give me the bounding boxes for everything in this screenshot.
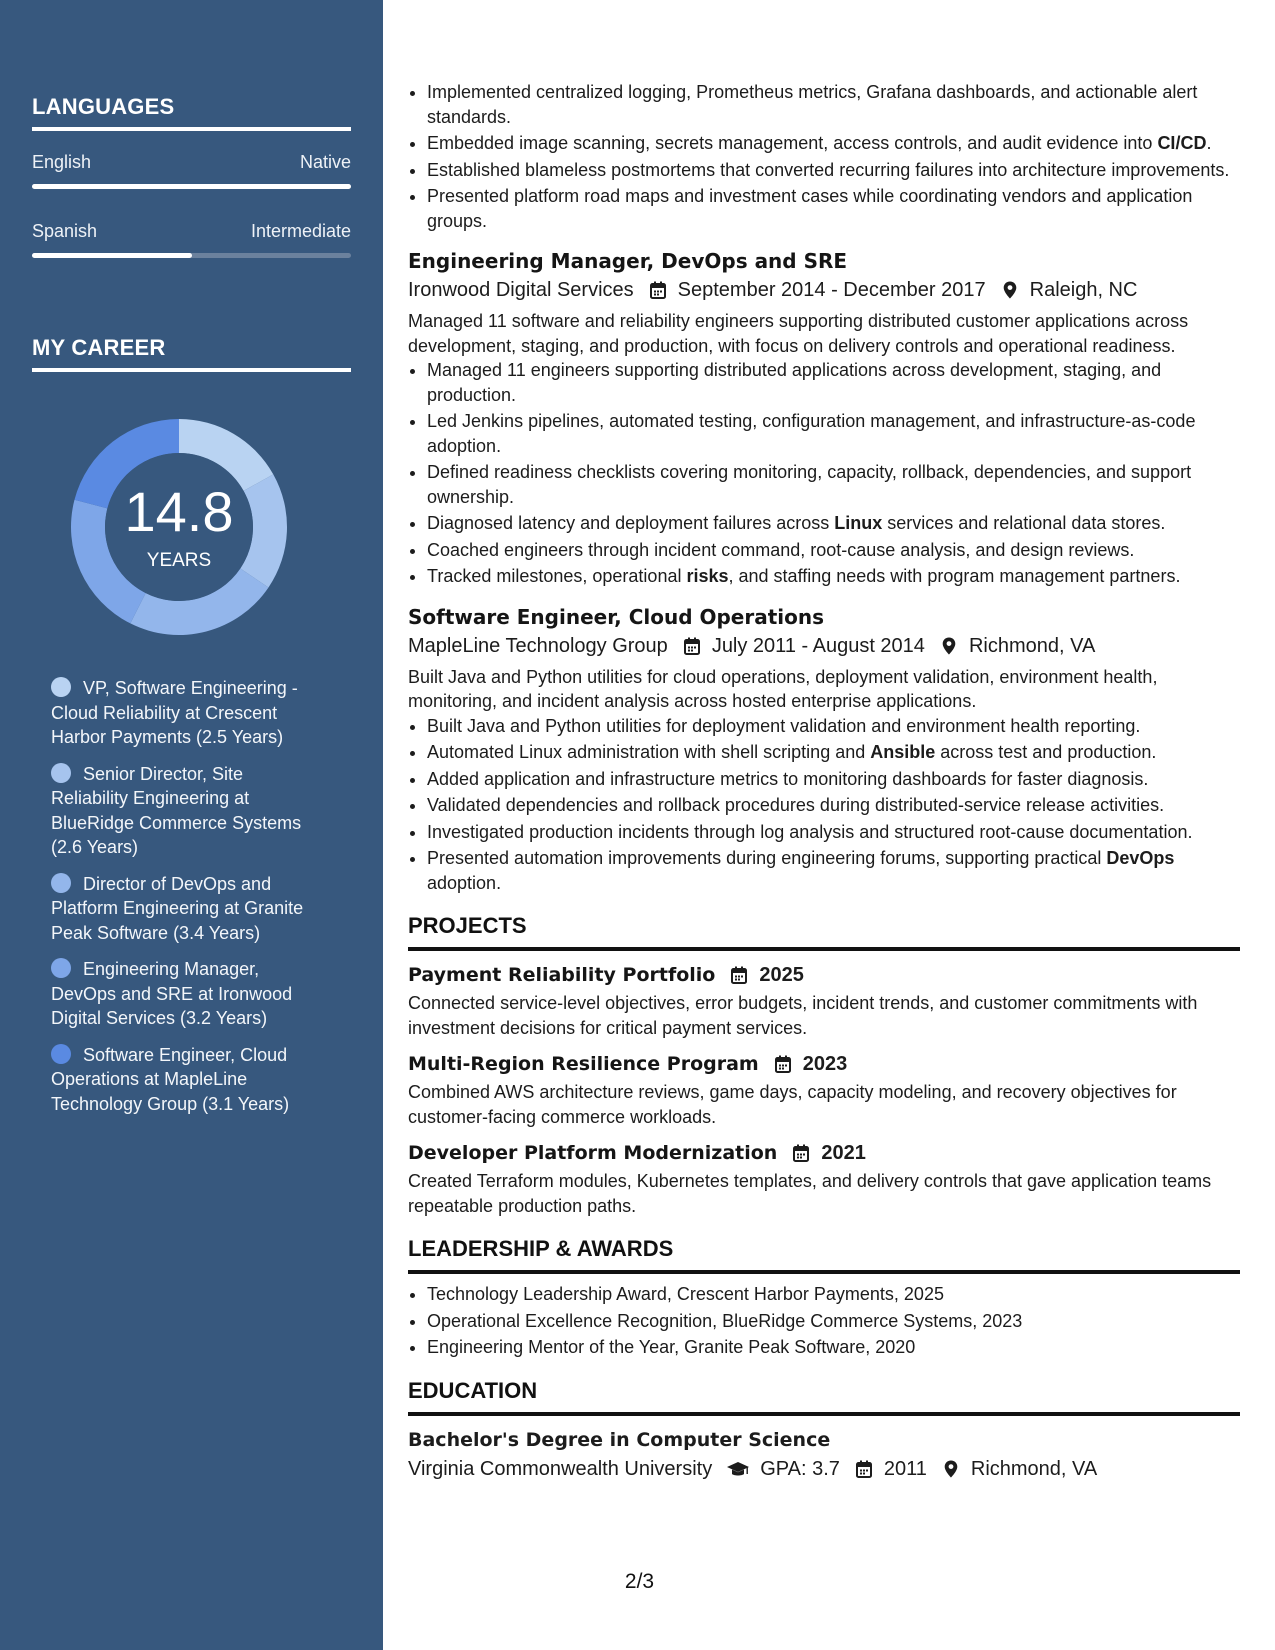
bullet-item bbox=[427, 80, 1240, 129]
language-level: Native bbox=[299, 152, 351, 172]
page-number bbox=[0, 1570, 1275, 1594]
bullet-keyword: Ansible bbox=[870, 742, 936, 762]
total-years-value: 14.8 bbox=[124, 480, 234, 543]
job-summary: Managed 11 software and reliability engineers supporting distributed customer applications across development, staging, and production, with focus on delivery controls and operational readiness. bbox=[408, 311, 1189, 356]
bullet-item bbox=[427, 409, 1240, 458]
project-year: 2021 bbox=[821, 1142, 866, 1164]
language-row-spanish bbox=[32, 221, 351, 242]
job-dates: July 2011 - August 2014 bbox=[711, 634, 925, 657]
company-name: MapleLine Technology Group bbox=[408, 634, 668, 657]
project-title-row bbox=[408, 1050, 1240, 1078]
bullet-text: services and relational data stores. bbox=[882, 513, 1166, 533]
legend-dot bbox=[51, 677, 71, 697]
project-name: Developer Platform Modernization bbox=[408, 1142, 778, 1164]
project-entry bbox=[408, 1050, 1240, 1129]
company-name: Ironwood Digital Services bbox=[408, 279, 634, 301]
project-year: 2023 bbox=[802, 1053, 848, 1075]
bullet-item bbox=[427, 184, 1240, 233]
language-bar-fill bbox=[32, 253, 192, 258]
bullet-item bbox=[427, 131, 1240, 156]
language-bar-spanish bbox=[32, 253, 351, 258]
bullet-text: Presented automation improvements during engineering forums, supporting practical bbox=[427, 848, 1107, 868]
bullet-item bbox=[427, 460, 1240, 509]
leadership-item: • Operational Excellence Recognition, BlueRidge Commerce Systems, 2023 bbox=[427, 1309, 1240, 1334]
calendar-icon bbox=[682, 636, 702, 656]
bullet-item bbox=[427, 820, 1240, 845]
job-title: Software Engineer, Cloud Operations bbox=[408, 604, 825, 629]
bullet-text: Coached engineers through incident command, root-cause analysis, and design reviews. bbox=[427, 539, 1135, 560]
job-entry bbox=[408, 247, 1240, 589]
bullet-text: Managed 11 engineers supporting distributed applications across development, staging, and production. bbox=[427, 360, 1162, 405]
project-description: Combined AWS architecture reviews, game days, capacity modeling, and recovery objectives for customer-facing commerce workloads. bbox=[408, 1082, 1177, 1127]
career-heading: MY CAREER bbox=[32, 335, 351, 372]
bullet-keyword: DevOps bbox=[1106, 848, 1175, 868]
leadership-heading: LEADERSHIP & AWARDS bbox=[408, 1234, 1240, 1274]
career-item bbox=[51, 872, 321, 946]
bullet-item bbox=[427, 767, 1240, 792]
career-item-text: Director of DevOps and Platform Engineering at Granite Peak Software (3.4 Years) bbox=[51, 873, 304, 943]
career-item bbox=[51, 957, 321, 1031]
project-title-row bbox=[408, 961, 1240, 989]
language-bar-fill bbox=[32, 184, 351, 189]
school-name: Virginia Commonwealth University bbox=[408, 1457, 713, 1480]
project-description: Created Terraform modules, Kubernetes templates, and delivery controls that gave application teams repeatable production paths. bbox=[408, 1171, 1212, 1216]
leadership-item: • Technology Leadership Award, Crescent Harbor Payments, 2025 bbox=[427, 1282, 1240, 1307]
career-item-text: VP, Software Engineering - Cloud Reliability at Crescent Harbor Payments (2.5 Years) bbox=[51, 678, 298, 747]
bullet-item bbox=[427, 793, 1240, 818]
legend-dot bbox=[51, 873, 71, 893]
job-dates: September 2014 - December 2017 bbox=[677, 279, 986, 301]
career-item-text: Software Engineer, Cloud Operations at MapleLine Technology Group (3.1 Years) bbox=[51, 1044, 290, 1114]
bullet-item bbox=[427, 511, 1240, 536]
project-year: 2025 bbox=[759, 964, 804, 986]
bullet-text: Led Jenkins pipelines, automated testing, configuration management, and infrastructure-as-code adoption. bbox=[427, 411, 1196, 456]
education-location: Richmond, VA bbox=[970, 1457, 1098, 1480]
legend-dot bbox=[51, 763, 71, 783]
education-meta bbox=[408, 1454, 1240, 1484]
total-years-label: YEARS bbox=[146, 550, 212, 571]
bullet-item bbox=[427, 564, 1240, 589]
bullet-item bbox=[427, 714, 1240, 739]
leadership-item: • Engineering Mentor of the Year, Granite Peak Software, 2020 bbox=[427, 1335, 1240, 1360]
projects-heading: PROJECTS bbox=[408, 911, 1240, 951]
career-item bbox=[51, 676, 321, 750]
location-pin-icon bbox=[941, 1459, 961, 1479]
calendar-icon bbox=[773, 1054, 793, 1074]
location-pin-icon bbox=[1000, 280, 1020, 300]
bullet-text: Embedded image scanning, secrets management, access controls, and audit evidence into bbox=[427, 133, 1158, 153]
languages-heading: LANGUAGES bbox=[32, 94, 351, 131]
career-item-text: Engineering Manager, DevOps and SRE at Ironwood Digital Services (3.2 Years) bbox=[51, 959, 293, 1028]
bullet-item bbox=[427, 538, 1240, 563]
leadership-list bbox=[408, 1282, 1240, 1360]
bullet-item bbox=[427, 358, 1240, 407]
bullet-text: across test and production. bbox=[935, 742, 1157, 762]
bullet-text: Tracked milestones, operational bbox=[427, 566, 687, 586]
job-location: Richmond, VA bbox=[968, 634, 1096, 657]
bullet-text: Added application and infrastructure metrics to monitoring dashboards for faster diagnosis. bbox=[427, 768, 1149, 789]
job-summary: Built Java and Python utilities for cloud operations, deployment validation, environment health, monitoring, and incident analysis across hosted enterprise applications. bbox=[408, 666, 1158, 711]
legend-dot bbox=[51, 958, 71, 978]
bullet-text: Established blameless postmortems that converted recurring failures into architecture improvements. bbox=[427, 159, 1230, 180]
sidebar bbox=[0, 0, 383, 1650]
job-bullets bbox=[408, 358, 1240, 589]
legend-dot bbox=[51, 1044, 71, 1064]
prev-job-bullets bbox=[408, 80, 1240, 233]
bullet-keyword: CI/CD bbox=[1157, 133, 1207, 153]
gpa: GPA: 3.7 bbox=[760, 1457, 840, 1480]
bullet-keyword: Linux bbox=[834, 513, 883, 533]
language-name: English bbox=[32, 152, 92, 172]
project-description: Connected service-level objectives, error budgets, incident trends, and customer commitments with investment decisions for critical payment services. bbox=[408, 993, 1198, 1038]
graduation-cap-icon bbox=[726, 1459, 750, 1479]
bullet-text: . bbox=[1206, 133, 1212, 153]
degree-name: Bachelor's Degree in Computer Science bbox=[408, 1428, 831, 1451]
job-meta bbox=[408, 631, 1240, 661]
page-number-text: 2/3 bbox=[624, 1570, 655, 1593]
graduation-year: 2011 bbox=[883, 1457, 927, 1480]
project-name: Payment Reliability Portfolio bbox=[408, 964, 716, 986]
calendar-icon bbox=[648, 280, 668, 300]
bullet-keyword: risks bbox=[686, 566, 729, 586]
bullet-text: Automated Linux administration with shell scripting and bbox=[427, 742, 871, 762]
bullet-text: Implemented centralized logging, Prometheus metrics, Grafana dashboards, and actionable alert standards. bbox=[427, 82, 1198, 127]
career-list bbox=[51, 676, 321, 1128]
bullet-text: , and staffing needs with program management partners. bbox=[728, 566, 1181, 586]
bullet-text: adoption. bbox=[427, 872, 502, 893]
language-row-english bbox=[32, 152, 351, 173]
bullet-text: Diagnosed latency and deployment failures across bbox=[427, 513, 835, 533]
location-pin-icon bbox=[939, 636, 959, 656]
language-name: Spanish bbox=[32, 221, 98, 241]
bullet-text: Presented platform road maps and investment cases while coordinating vendors and application groups. bbox=[427, 186, 1193, 231]
education-heading: EDUCATION bbox=[408, 1376, 1240, 1416]
project-entry bbox=[408, 1139, 1240, 1218]
bullet-item bbox=[427, 846, 1240, 895]
bullet-text: Validated dependencies and rollback procedures during distributed-service release activities. bbox=[427, 795, 1165, 815]
job-entry bbox=[408, 603, 1240, 896]
language-level: Intermediate bbox=[250, 221, 351, 241]
project-title-row bbox=[408, 1139, 1240, 1167]
bullet-text: Built Java and Python utilities for deployment validation and environment health reporting. bbox=[427, 715, 1141, 736]
bullet-item bbox=[427, 158, 1240, 183]
bullet-item bbox=[427, 740, 1240, 765]
calendar-icon bbox=[791, 1143, 811, 1163]
language-bar-english bbox=[32, 184, 351, 189]
career-donut-chart bbox=[66, 414, 292, 640]
career-item bbox=[51, 1043, 321, 1117]
job-location: Raleigh, NC bbox=[1029, 279, 1138, 301]
bullet-text: Investigated production incidents through log analysis and structured root-cause documentation. bbox=[427, 821, 1193, 842]
project-name: Multi-Region Resilience Program bbox=[408, 1053, 759, 1075]
calendar-icon bbox=[729, 965, 749, 985]
project-entry bbox=[408, 961, 1240, 1040]
bullet-text: Defined readiness checklists covering monitoring, capacity, rollback, dependencies, and support ownership. bbox=[427, 462, 1192, 507]
main-content bbox=[408, 80, 1240, 1488]
career-item-text: Senior Director, Site Reliability Engineering at BlueRidge Commerce Systems (2.6 Years) bbox=[51, 763, 302, 857]
career-item bbox=[51, 762, 321, 860]
job-bullets bbox=[408, 714, 1240, 896]
calendar-icon bbox=[854, 1459, 874, 1479]
job-meta bbox=[408, 275, 1240, 305]
job-title: Engineering Manager, DevOps and SRE bbox=[408, 249, 848, 273]
